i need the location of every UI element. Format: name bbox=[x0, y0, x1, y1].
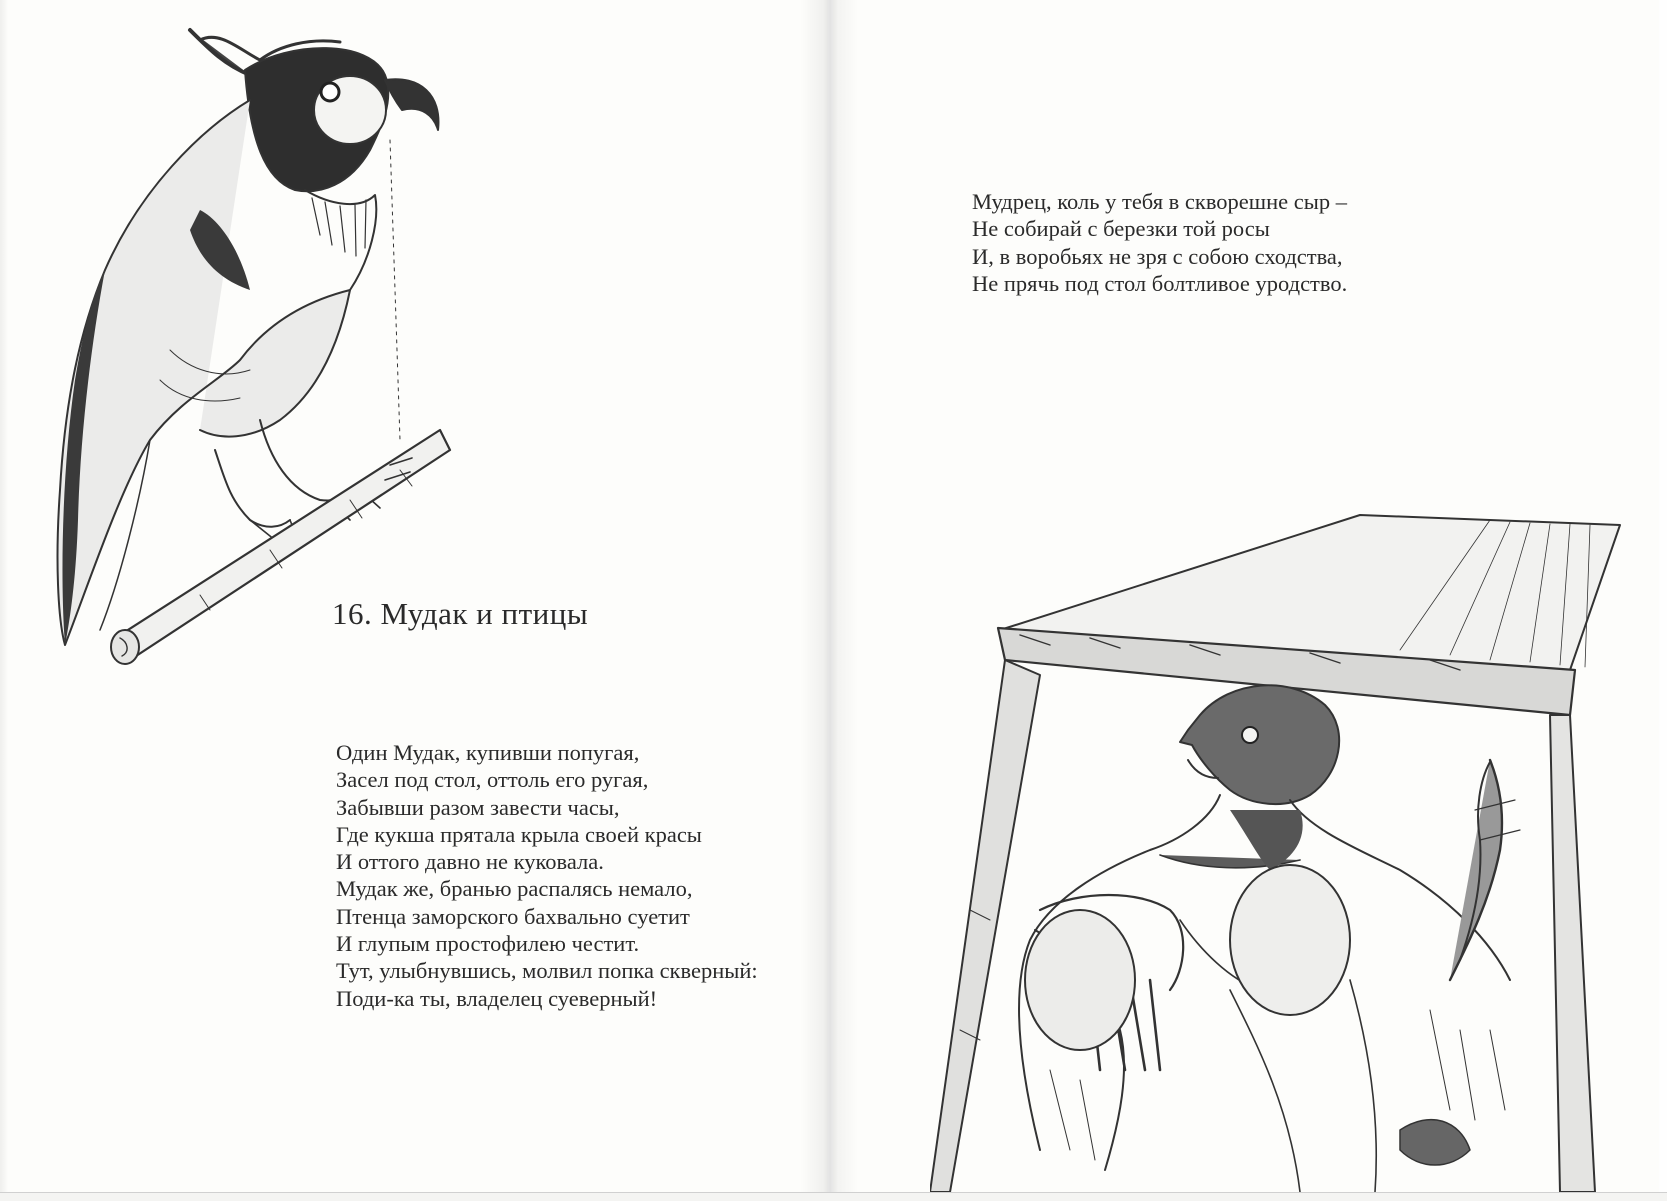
man-under-table-illustration bbox=[930, 510, 1640, 1192]
poem-left-stanza bbox=[336, 739, 758, 1012]
poem-line: Мудрец, коль у тебя в скворешне сыр – bbox=[972, 189, 1347, 214]
poem-right-stanza bbox=[972, 188, 1347, 297]
poem-title bbox=[332, 596, 588, 632]
poem-line: Мудак же, бранью распалясь немало, bbox=[336, 876, 693, 902]
left-page-clip bbox=[0, 0, 828, 1192]
poem-line: Поди-ка ты, владелец суеверный! bbox=[336, 985, 658, 1011]
poem-line: Птенца заморского бахвально суетит bbox=[336, 903, 690, 929]
poem-line: И, в воробьях не зря с собою сходства, bbox=[972, 243, 1343, 269]
poem-line: Забывши разом завести часы, bbox=[336, 794, 620, 820]
poem-line: И глупым простофилею честит. bbox=[336, 931, 640, 957]
page-edge bbox=[0, 0, 8, 1192]
poem-line: И оттого давно не куковала. bbox=[336, 849, 604, 875]
poem-line: Где кукша прятала крыла своей красы bbox=[336, 821, 702, 847]
poem-line: Засел под стол, оттоль его ругая, bbox=[336, 767, 649, 793]
poem-line: Не прячь под стол болтливое уродство. bbox=[972, 270, 1348, 296]
right-page bbox=[833, 0, 1659, 1192]
left-page bbox=[0, 0, 828, 1192]
poem-title-text: Мудак и птицы bbox=[380, 596, 589, 631]
poem-number: 16. bbox=[332, 596, 373, 631]
poem-line: Тут, улыбнувшись, молвил попка скверный: bbox=[336, 958, 758, 984]
poem-line: Не собирай с березки той росы bbox=[972, 216, 1270, 242]
man-drawing bbox=[930, 510, 1640, 1192]
book-gutter bbox=[800, 0, 858, 1192]
poem-line: Один Мудак, купивши попугая, bbox=[336, 740, 640, 765]
